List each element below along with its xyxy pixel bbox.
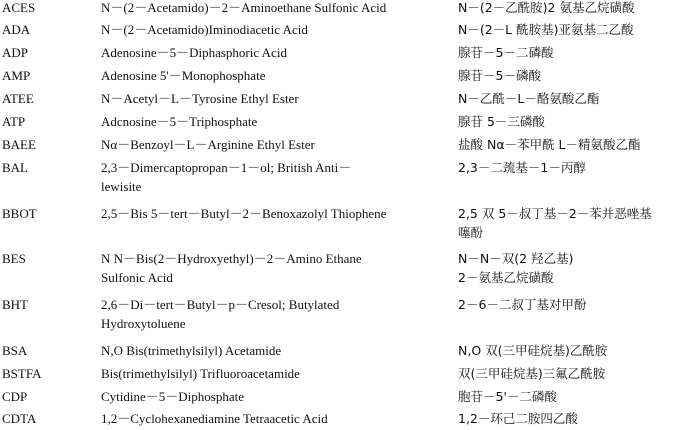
abbreviation: BSA — [2, 343, 28, 358]
abbreviation: BHT — [2, 297, 28, 312]
abbreviation: AMP — [2, 68, 31, 83]
english-term: N－(2－Acetamido)－2－Aminoethane Sulfonic Acid — [101, 0, 387, 15]
chinese-term: 双(三甲硅烷基)三氟乙酰胺 — [458, 366, 606, 381]
chinese-term: 1,2－环己二胺四乙酸 — [458, 411, 578, 426]
abbreviation: CDTA — [2, 411, 37, 426]
english-term: 2,5－Bis 5－tert－Butyl－2－Benoxazolyl Thiophene — [101, 206, 387, 221]
english-term: N－Acetyl－L－Tyrosine Ethyl Ester — [101, 91, 299, 106]
abbreviation: BAEE — [2, 137, 36, 152]
english-term: N N－Bis(2－Hydroxyethyl)－2－Amino Ethane Sulfonic Acid — [101, 251, 362, 285]
abbreviation: BSTFA — [2, 366, 42, 381]
chinese-term: N－(2－L 酰胺基)亚氨基二乙酸 — [458, 22, 634, 37]
english-term: 2,3－Dimercaptopropan－1－ol; British Anti－ lewisite — [101, 160, 352, 194]
english-term: Bis(trimethylsilyl) Trifluoroacetamide — [101, 366, 300, 381]
english-term: 1,2－Cyclohexanediamine Tetraacetic Acid — [101, 411, 328, 426]
abbreviation: ATEE — [2, 91, 34, 106]
english-term: Adenosine 5'－Monophosphate — [101, 68, 266, 83]
chinese-term: 2,3－二巯基－1－丙醇 — [458, 160, 586, 175]
english-term: Adcnosine－5－Triphosphate — [101, 114, 258, 129]
chinese-term: N－N－双(2 羟乙基) 2－氨基乙烷磺酸 — [458, 251, 574, 285]
chinese-term: 盐酸 Nα－苯甲酰 L－精氨酸乙酯 — [458, 137, 641, 152]
chinese-term: 腺苷－5－二磷酸 — [458, 45, 554, 60]
chinese-term: 腺苷－5－磷酸 — [458, 68, 541, 83]
abbreviation: ACES — [2, 0, 36, 15]
chinese-term: 2－6－二叔丁基对甲酚 — [458, 297, 587, 312]
chinese-term: 胞苷－5'－二磷酸 — [458, 389, 557, 404]
abbreviation: ADA — [2, 22, 31, 37]
english-term: N,O Bis(trimethylsilyl) Acetamide — [101, 343, 282, 358]
english-term: 2,6－Di－tert－Butyl－p－Cresol; Butylated Hydroxytoluene — [101, 297, 340, 331]
chinese-term: N－乙酰－L－酪氨酸乙酯 — [458, 91, 600, 106]
english-term: N－(2－Acetamido)Iminodiacetic Acid — [101, 22, 308, 37]
english-term: Nα－Benzoyl－L－Arginine Ethyl Ester — [101, 137, 315, 152]
chinese-term: 2,5 双 5－叔丁基－2－苯并恶唑基 噻酚 — [458, 206, 652, 240]
abbreviation: BAL — [2, 160, 28, 175]
abbreviation: CDP — [2, 389, 28, 404]
abbreviation: BBOT — [2, 206, 37, 221]
english-term: Cytidine－5－Diphosphate — [101, 389, 244, 404]
abbreviation: ADP — [2, 45, 29, 60]
chinese-term: 腺苷 5－三磷酸 — [458, 114, 545, 129]
abbreviation: ATP — [2, 114, 26, 129]
chinese-term: N,O 双(三甲硅烷基)乙酰胺 — [458, 343, 608, 358]
abbreviation: BES — [2, 251, 26, 266]
english-term: Adenosine－5－Diphasphoric Acid — [101, 45, 287, 60]
chinese-term: N－(2－乙酰胺)2 氨基乙烷磺酸 — [458, 0, 635, 15]
